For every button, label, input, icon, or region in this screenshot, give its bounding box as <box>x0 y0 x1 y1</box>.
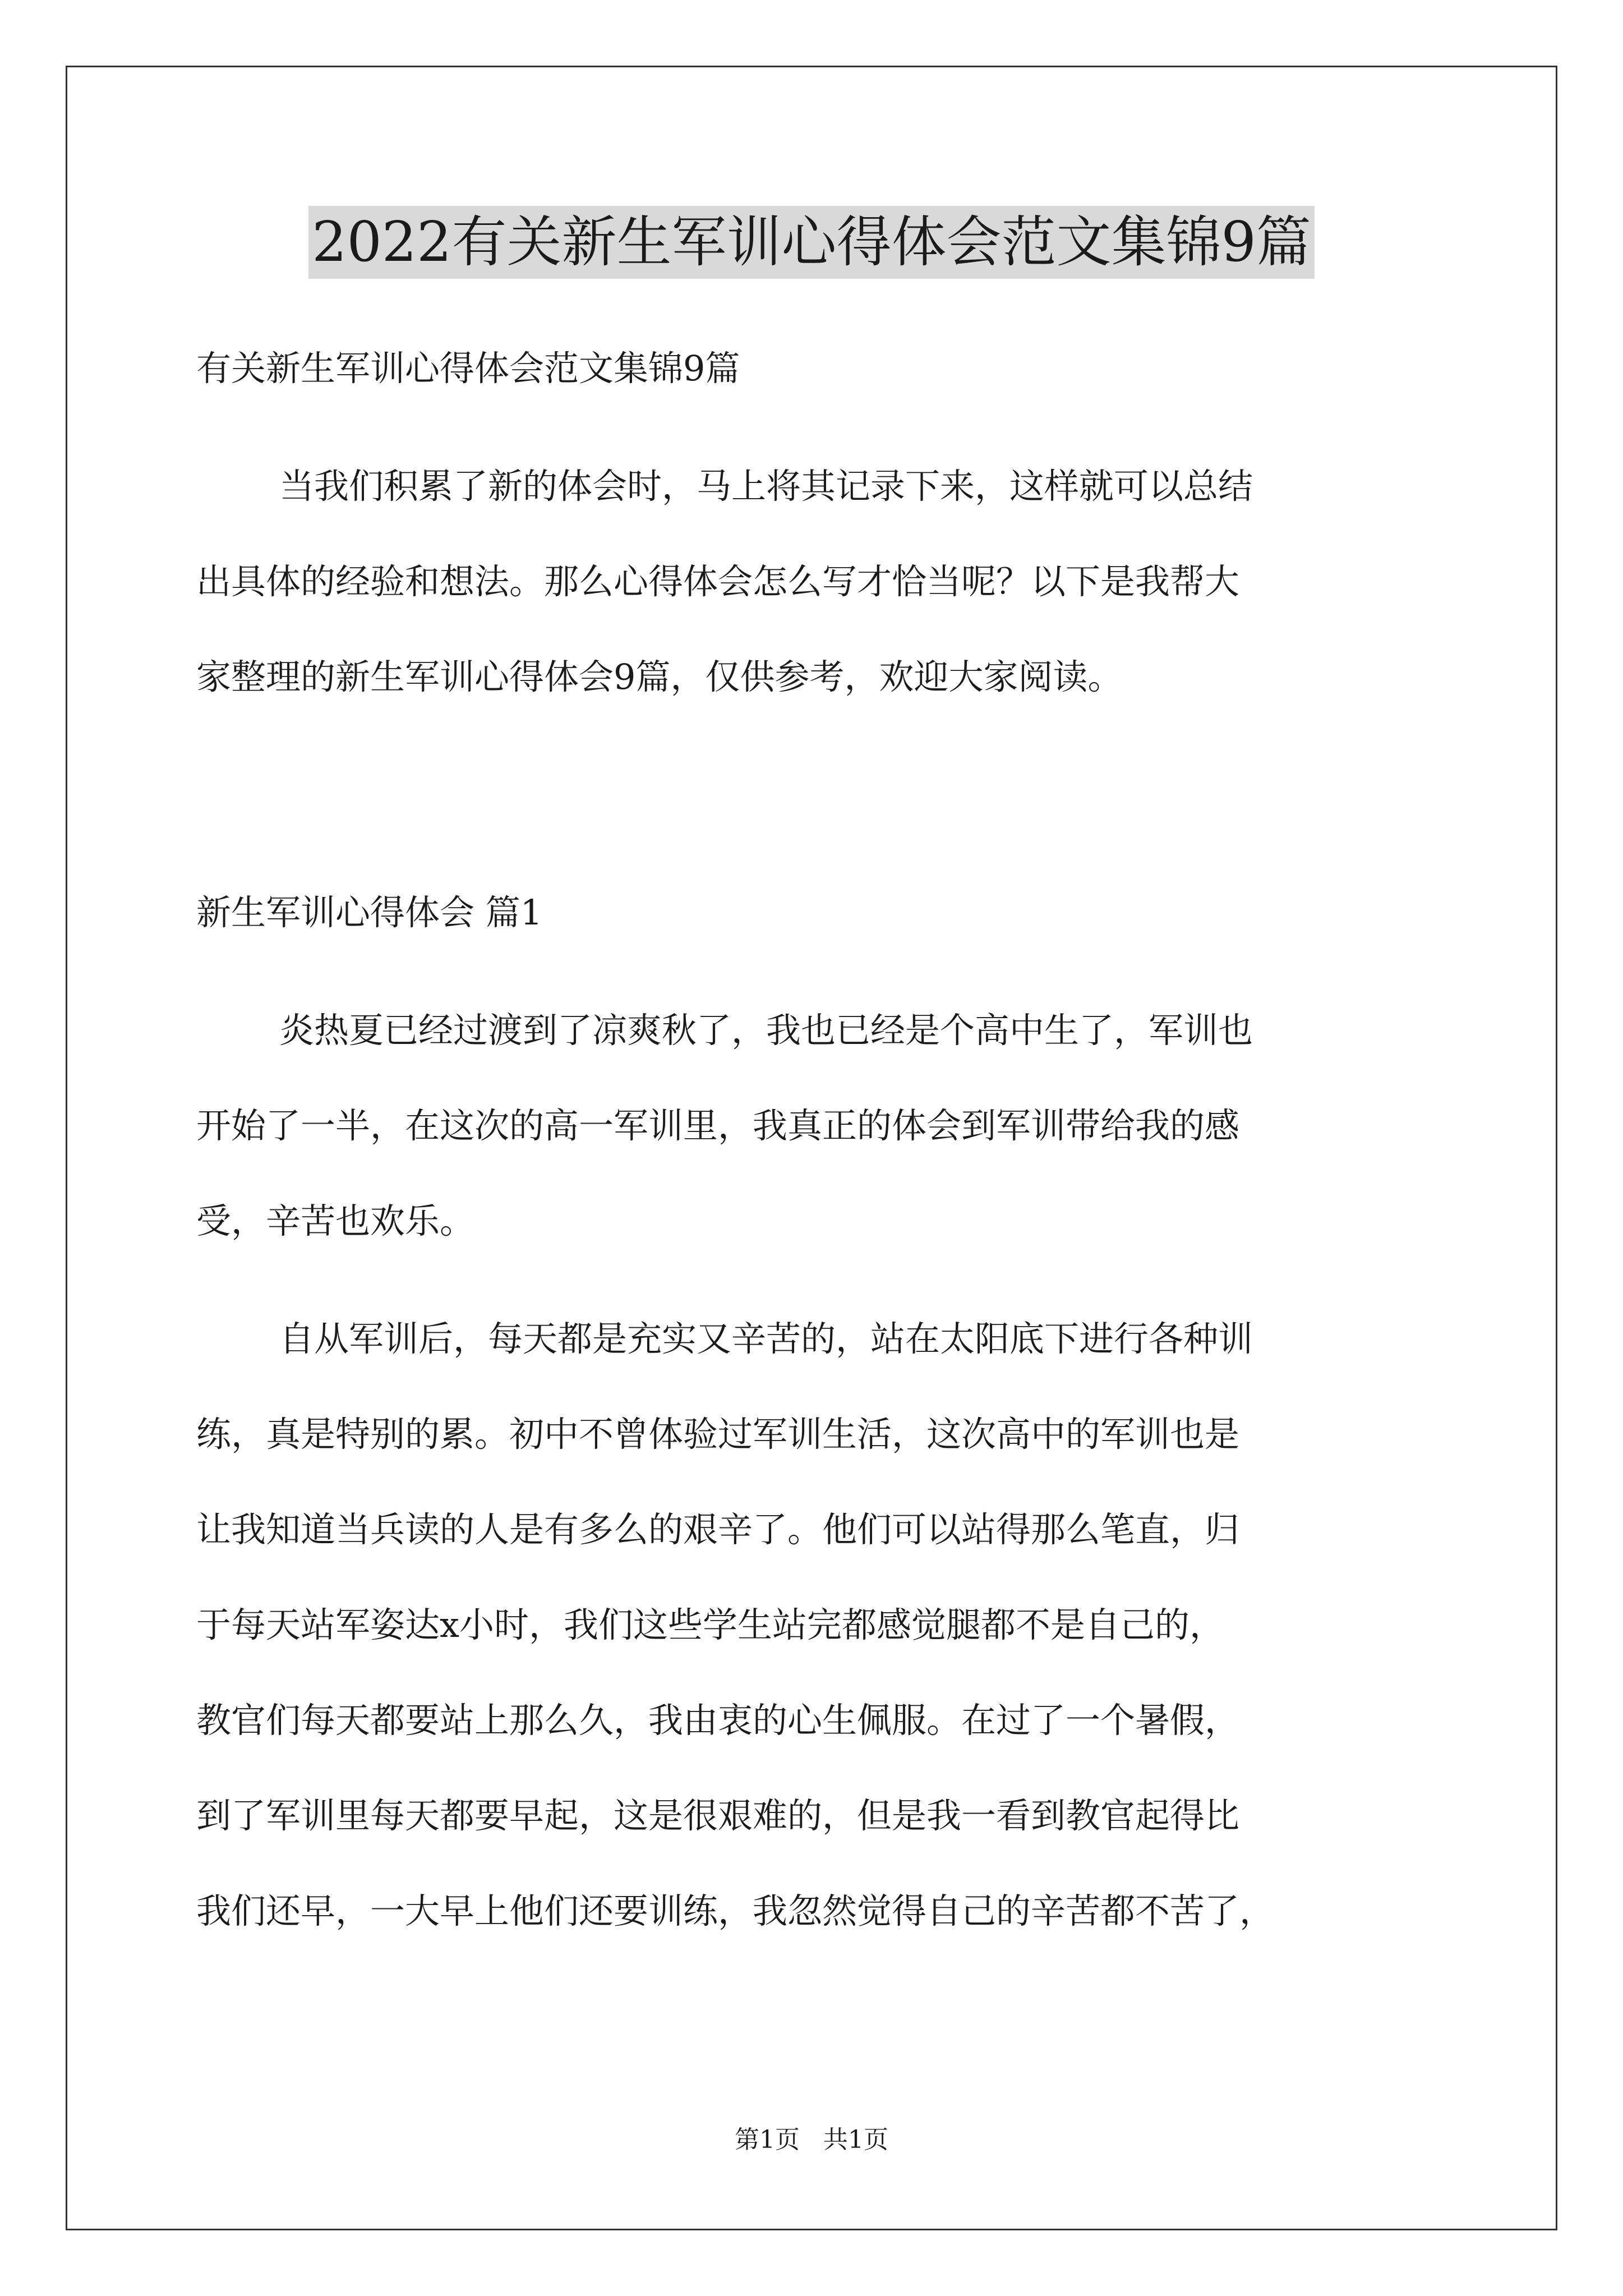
paragraph-line: 于每天站军姿达x小时，我们这些学生站完都感觉腿都不是自己的， <box>196 1604 1224 1645</box>
intro-paragraph <box>196 439 1430 725</box>
paragraph-line: 当我们积累了新的体会时，马上将其记录下来，这样就可以总结 <box>279 466 1253 507</box>
paragraph-1 <box>196 983 1430 1269</box>
paragraph-2 <box>196 1291 1430 1959</box>
paragraph-line: 练，真是特别的累。初中不曾体验过军训生活，这次高中的军训也是 <box>196 1414 1240 1455</box>
document-subtitle: 有关新生军训心得体会范文集锦9篇 <box>196 348 740 389</box>
paragraph-line: 到了军训里每天都要早起，这是很艰难的，但是我一看到教官起得比 <box>196 1795 1240 1836</box>
paragraph-line: 教官们每天都要站上那么久，我由衷的心生佩服。在过了一个暑假， <box>196 1700 1240 1741</box>
paragraph-line: 让我知道当兵读的人是有多么的艰辛了。他们可以站得那么笔直，归 <box>196 1509 1240 1550</box>
paragraph-line: 出具体的经验和想法。那么心得体会怎么写才恰当呢？以下是我帮大 <box>196 561 1240 602</box>
paragraph-line: 家整理的新生军训心得体会9篇，仅供参考，欢迎大家阅读。 <box>196 656 1123 697</box>
document-title <box>0 203 1623 282</box>
paragraph-line: 自从军训后，每天都是充实又辛苦的，站在太阳底下进行各种训 <box>279 1318 1253 1359</box>
paragraph-line: 受，辛苦也欢乐。 <box>196 1200 475 1241</box>
section-heading: 新生军训心得体会 篇1 <box>196 892 543 933</box>
paragraph-line: 开始了一半，在这次的高一军训里，我真正的体会到军训带给我的感 <box>196 1105 1240 1146</box>
page-footer: 第1页 共1页 <box>735 2125 888 2154</box>
paragraph-line: 炎热夏已经过渡到了凉爽秋了，我也已经是个高中生了，军训也 <box>279 1010 1253 1051</box>
document-title-text: 2022有关新生军训心得体会范文集锦9篇 <box>308 206 1315 279</box>
paragraph-line: 我们还早，一大早上他们还要训练，我忽然觉得自己的辛苦都不苦了， <box>196 1890 1275 1931</box>
